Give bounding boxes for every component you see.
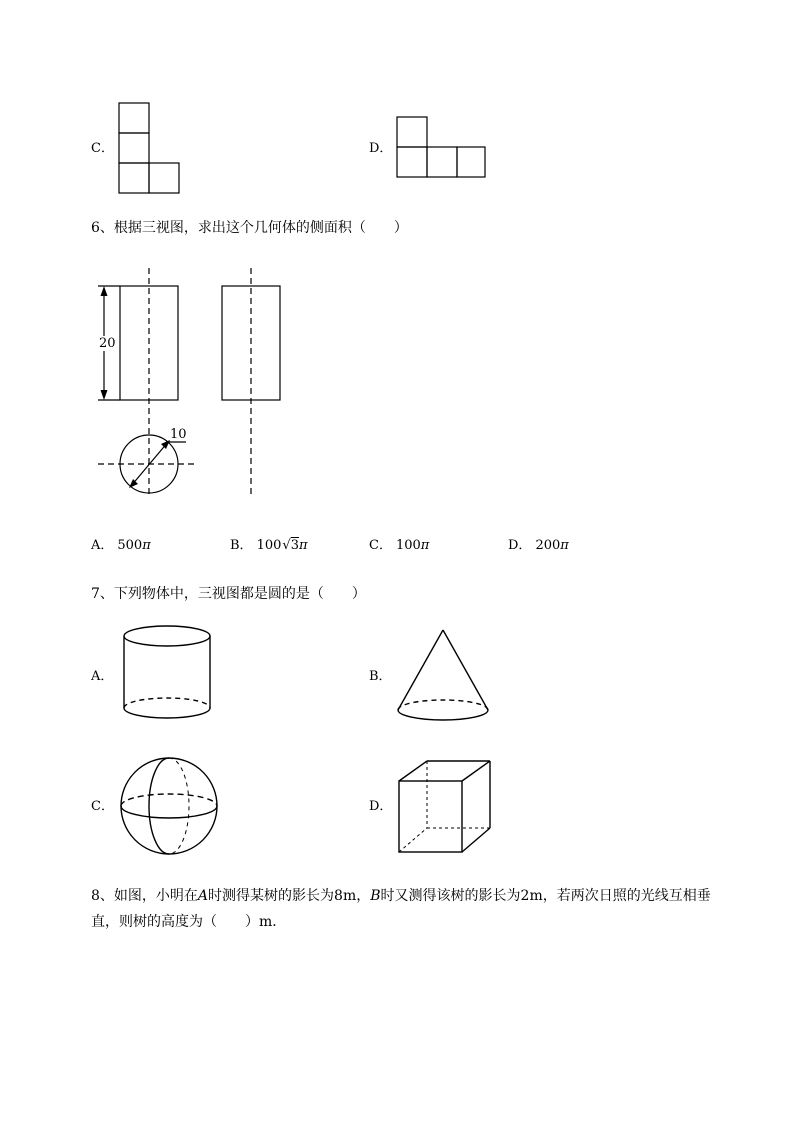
q5-option-c-label: C． bbox=[91, 141, 114, 156]
q7-stem: 7、下列物体中，三视图都是圆的是（ ） bbox=[91, 586, 366, 602]
diameter-dimension-label: 10 bbox=[170, 427, 187, 442]
q6-option-c: C． 100π bbox=[369, 538, 430, 553]
q6-stem: 6、根据三视图，求出这个几何体的侧面积（ ） bbox=[91, 220, 408, 236]
q8-stem-line2: 直，则树的高度为（ ）m． bbox=[91, 914, 287, 930]
sqrt-symbol: √ bbox=[282, 538, 291, 553]
q7-option-d-label: D． bbox=[369, 799, 393, 814]
top-view bbox=[120, 435, 178, 493]
diameter-dimension-line bbox=[131, 442, 168, 486]
q7-option-a-label: A． bbox=[91, 669, 114, 684]
q7-option-c-label: C． bbox=[91, 799, 114, 814]
q7-option-b-label: B． bbox=[369, 669, 392, 684]
front-view bbox=[120, 286, 178, 400]
side-view bbox=[222, 286, 280, 400]
height-dimension-label: 20 bbox=[99, 336, 116, 351]
q6-option-b: B． 100√3π bbox=[230, 538, 308, 553]
q6-option-d: D． 200π bbox=[508, 538, 569, 553]
q8-stem-line1: 8、如图，小明在A时测得某树的影长为8m，B时又测得该树的影长为2m，若两次日照的光线互相垂 bbox=[91, 888, 711, 904]
q5-option-d-label: D． bbox=[369, 141, 393, 156]
q6-option-a: A． 500π bbox=[91, 538, 151, 553]
